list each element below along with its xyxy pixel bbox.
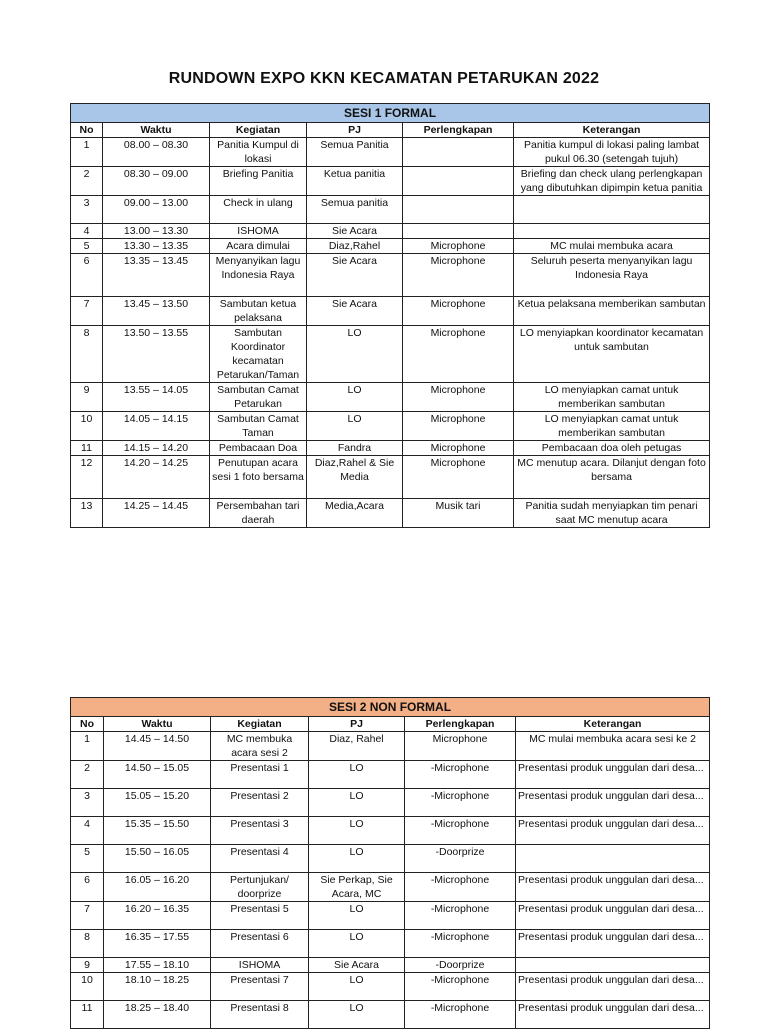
cell-keterangan: Briefing dan check ulang perlengkapan yang dibutuhkan dipimpin ketua panitia <box>514 167 710 196</box>
cell-no: 2 <box>71 167 103 196</box>
cell-pj: LO <box>309 789 405 817</box>
cell-pj: Diaz,Rahel <box>307 239 403 254</box>
cell-no: 3 <box>71 196 103 224</box>
cell-keterangan: MC mulai membuka acara sesi ke 2 <box>516 732 710 761</box>
cell-pj: Semua panitia <box>307 196 403 224</box>
table-row <box>71 326 710 383</box>
cell-pj: Sie Acara <box>309 958 405 973</box>
cell-perlengkapan: -Microphone <box>405 973 516 1001</box>
cell-pj: Sie Acara <box>307 224 403 239</box>
header-keterangan: Keterangan <box>514 123 710 138</box>
cell-keterangan: Panitia sudah menyiapkan tim penari saat MC menutup acara <box>514 499 710 528</box>
cell-keterangan: Seluruh peserta menyanyikan lagu Indonesia Raya <box>514 254 710 297</box>
cell-no: 7 <box>71 902 104 930</box>
cell-waktu: 14.45 – 14.50 <box>104 732 211 761</box>
table-row <box>71 1001 710 1029</box>
cell-keterangan <box>514 224 710 239</box>
session-2-body <box>71 732 710 1029</box>
cell-perlengkapan: Microphone <box>403 239 514 254</box>
header-pj: PJ <box>307 123 403 138</box>
cell-no: 5 <box>71 845 104 873</box>
cell-keterangan: Presentasi produk unggulan dari desa... <box>516 930 710 958</box>
cell-no: 4 <box>71 817 104 845</box>
cell-waktu: 14.20 – 14.25 <box>103 456 210 499</box>
table-row <box>71 845 710 873</box>
table-row <box>71 224 710 239</box>
cell-perlengkapan: -Doorprize <box>405 845 516 873</box>
cell-perlengkapan: Microphone <box>403 297 514 326</box>
cell-no: 2 <box>71 761 104 789</box>
cell-perlengkapan: Microphone <box>403 254 514 297</box>
header-perlengkapan: Perlengkapan <box>405 717 516 732</box>
cell-waktu: 13.35 – 13.45 <box>103 254 210 297</box>
cell-keterangan: Presentasi produk unggulan dari desa... <box>516 1001 710 1029</box>
cell-pj: Diaz, Rahel <box>309 732 405 761</box>
cell-pj: Semua Panitia <box>307 138 403 167</box>
table-row <box>71 789 710 817</box>
cell-no: 6 <box>71 254 103 297</box>
cell-kegiatan: Penutupan acara sesi 1 foto bersama <box>210 456 307 499</box>
cell-no: 1 <box>71 732 104 761</box>
header-no: No <box>71 123 103 138</box>
table-row <box>71 973 710 1001</box>
cell-pj: LO <box>309 973 405 1001</box>
cell-kegiatan: ISHOMA <box>211 958 309 973</box>
cell-perlengkapan: Microphone <box>403 412 514 441</box>
cell-no: 3 <box>71 789 104 817</box>
cell-kegiatan: Presentasi 3 <box>211 817 309 845</box>
cell-pj: LO <box>309 930 405 958</box>
header-no: No <box>71 717 104 732</box>
cell-keterangan: LO menyiapkan camat untuk memberikan sambutan <box>514 383 710 412</box>
cell-perlengkapan: -Microphone <box>405 902 516 930</box>
cell-waktu: 13.55 – 14.05 <box>103 383 210 412</box>
cell-waktu: 13.45 – 13.50 <box>103 297 210 326</box>
header-pj: PJ <box>309 717 405 732</box>
cell-kegiatan: Panitia Kumpul di lokasi <box>210 138 307 167</box>
cell-no: 10 <box>71 973 104 1001</box>
cell-no: 8 <box>71 930 104 958</box>
table-row <box>71 297 710 326</box>
cell-kegiatan: Presentasi 8 <box>211 1001 309 1029</box>
cell-keterangan: Ketua pelaksana memberikan sambutan <box>514 297 710 326</box>
cell-waktu: 16.05 – 16.20 <box>104 873 211 902</box>
table-row <box>71 239 710 254</box>
cell-waktu: 13.00 – 13.30 <box>103 224 210 239</box>
cell-waktu: 17.55 – 18.10 <box>104 958 211 973</box>
header-kegiatan: Kegiatan <box>211 717 309 732</box>
cell-waktu: 13.30 – 13.35 <box>103 239 210 254</box>
cell-pj: LO <box>309 761 405 789</box>
cell-pj: LO <box>309 1001 405 1029</box>
cell-pj: Ketua panitia <box>307 167 403 196</box>
cell-keterangan <box>516 845 710 873</box>
cell-kegiatan: Presentasi 7 <box>211 973 309 1001</box>
cell-perlengkapan: -Microphone <box>405 817 516 845</box>
cell-no: 1 <box>71 138 103 167</box>
cell-no: 11 <box>71 441 103 456</box>
cell-kegiatan: Presentasi 6 <box>211 930 309 958</box>
table-row <box>71 873 710 902</box>
cell-perlengkapan: Musik tari <box>403 499 514 528</box>
cell-keterangan: LO menyiapkan koordinator kecamatan untuk sambutan <box>514 326 710 383</box>
cell-waktu: 14.05 – 14.15 <box>103 412 210 441</box>
cell-keterangan <box>516 958 710 973</box>
cell-pj: Diaz,Rahel & Sie Media <box>307 456 403 499</box>
table-row <box>71 167 710 196</box>
cell-no: 9 <box>71 383 103 412</box>
cell-perlengkapan: -Microphone <box>405 930 516 958</box>
cell-kegiatan: Sambutan ketua pelaksana <box>210 297 307 326</box>
cell-kegiatan: Pertunjukan/ doorprize <box>211 873 309 902</box>
cell-waktu: 16.35 – 17.55 <box>104 930 211 958</box>
cell-kegiatan: MC membuka acara sesi 2 <box>211 732 309 761</box>
header-kegiatan: Kegiatan <box>210 123 307 138</box>
table-row <box>71 383 710 412</box>
cell-pj: Sie Acara <box>307 254 403 297</box>
cell-keterangan <box>514 196 710 224</box>
cell-waktu: 15.05 – 15.20 <box>104 789 211 817</box>
table-row <box>71 456 710 499</box>
cell-waktu: 15.35 – 15.50 <box>104 817 211 845</box>
cell-pj: Media,Acara <box>307 499 403 528</box>
document-title: RUNDOWN EXPO KKN KECAMATAN PETARUKAN 2022 <box>168 70 600 87</box>
table-row <box>71 499 710 528</box>
cell-waktu: 14.25 – 14.45 <box>103 499 210 528</box>
cell-kegiatan: Sambutan Koordinator kecamatan Petarukan/Taman <box>210 326 307 383</box>
cell-waktu: 16.20 – 16.35 <box>104 902 211 930</box>
cell-kegiatan: Menyanyikan lagu Indonesia Raya <box>210 254 307 297</box>
cell-no: 7 <box>71 297 103 326</box>
cell-keterangan: Pembacaan doa oleh petugas <box>514 441 710 456</box>
cell-no: 13 <box>71 499 103 528</box>
cell-kegiatan: Pembacaan Doa <box>210 441 307 456</box>
table-row <box>71 138 710 167</box>
cell-keterangan: Panitia kumpul di lokasi paling lambat pukul 06.30 (setengah tujuh) <box>514 138 710 167</box>
cell-keterangan: Presentasi produk unggulan dari desa... <box>516 817 710 845</box>
cell-keterangan: Presentasi produk unggulan dari desa... <box>516 789 710 817</box>
cell-kegiatan: Acara dimulai <box>210 239 307 254</box>
cell-no: 10 <box>71 412 103 441</box>
table-row <box>71 817 710 845</box>
cell-pj: LO <box>309 902 405 930</box>
cell-waktu: 15.50 – 16.05 <box>104 845 211 873</box>
cell-keterangan: Presentasi produk unggulan dari desa... <box>516 973 710 1001</box>
table-row <box>71 441 710 456</box>
cell-pj: LO <box>307 412 403 441</box>
cell-kegiatan: Presentasi 2 <box>211 789 309 817</box>
cell-waktu: 09.00 – 13.00 <box>103 196 210 224</box>
header-row <box>71 123 710 138</box>
cell-keterangan: Presentasi produk unggulan dari desa... <box>516 873 710 902</box>
cell-keterangan: Presentasi produk unggulan dari desa... <box>516 902 710 930</box>
table-row <box>71 732 710 761</box>
header-row <box>71 717 710 732</box>
cell-pj: LO <box>307 383 403 412</box>
cell-perlengkapan: -Microphone <box>405 789 516 817</box>
cell-kegiatan: Presentasi 1 <box>211 761 309 789</box>
cell-no: 4 <box>71 224 103 239</box>
cell-pj: Sie Acara <box>307 297 403 326</box>
cell-no: 5 <box>71 239 103 254</box>
table-row <box>71 761 710 789</box>
table-row <box>71 930 710 958</box>
cell-kegiatan: Sambutan Camat Petarukan <box>210 383 307 412</box>
cell-perlengkapan: Microphone <box>403 383 514 412</box>
cell-waktu: 08.30 – 09.00 <box>103 167 210 196</box>
cell-kegiatan: Persembahan tari daerah <box>210 499 307 528</box>
cell-pj: LO <box>309 817 405 845</box>
cell-perlengkapan: Microphone <box>405 732 516 761</box>
cell-perlengkapan: Microphone <box>403 326 514 383</box>
session-1-title: SESI 1 FORMAL <box>71 104 710 123</box>
cell-no: 11 <box>71 1001 104 1029</box>
cell-no: 9 <box>71 958 104 973</box>
cell-pj: Sie Perkap, Sie Acara, MC <box>309 873 405 902</box>
cell-kegiatan: ISHOMA <box>210 224 307 239</box>
cell-keterangan: MC mulai membuka acara <box>514 239 710 254</box>
cell-kegiatan: Presentasi 5 <box>211 902 309 930</box>
cell-keterangan: LO menyiapkan camat untuk memberikan sambutan <box>514 412 710 441</box>
header-waktu: Waktu <box>104 717 211 732</box>
cell-keterangan: MC menutup acara. Dilanjut dengan foto bersama <box>514 456 710 499</box>
cell-waktu: 08.00 – 08.30 <box>103 138 210 167</box>
cell-no: 12 <box>71 456 103 499</box>
cell-pj: LO <box>307 326 403 383</box>
cell-waktu: 14.50 – 15.05 <box>104 761 211 789</box>
cell-perlengkapan: Microphone <box>403 456 514 499</box>
cell-waktu: 18.25 – 18.40 <box>104 1001 211 1029</box>
table-row <box>71 902 710 930</box>
cell-perlengkapan <box>403 167 514 196</box>
cell-perlengkapan: -Doorprize <box>405 958 516 973</box>
cell-no: 8 <box>71 326 103 383</box>
session-1-table <box>70 103 710 528</box>
cell-perlengkapan: -Microphone <box>405 761 516 789</box>
session-2-title: SESI 2 NON FORMAL <box>71 698 710 717</box>
table-row <box>71 412 710 441</box>
cell-perlengkapan: -Microphone <box>405 873 516 902</box>
cell-kegiatan: Briefing Panitia <box>210 167 307 196</box>
cell-pj: Fandra <box>307 441 403 456</box>
cell-waktu: 18.10 – 18.25 <box>104 973 211 1001</box>
cell-perlengkapan <box>403 224 514 239</box>
cell-perlengkapan: Microphone <box>403 441 514 456</box>
table-row <box>71 196 710 224</box>
cell-kegiatan: Presentasi 4 <box>211 845 309 873</box>
session-2-table <box>70 697 710 1029</box>
cell-waktu: 13.50 – 13.55 <box>103 326 210 383</box>
cell-waktu: 14.15 – 14.20 <box>103 441 210 456</box>
cell-no: 6 <box>71 873 104 902</box>
cell-kegiatan: Check in ulang <box>210 196 307 224</box>
cell-kegiatan: Sambutan Camat Taman <box>210 412 307 441</box>
cell-keterangan: Presentasi produk unggulan dari desa... <box>516 761 710 789</box>
cell-perlengkapan <box>403 196 514 224</box>
cell-perlengkapan <box>403 138 514 167</box>
header-waktu: Waktu <box>103 123 210 138</box>
cell-perlengkapan: -Microphone <box>405 1001 516 1029</box>
cell-pj: LO <box>309 845 405 873</box>
table-row <box>71 958 710 973</box>
header-perlengkapan: Perlengkapan <box>403 123 514 138</box>
header-keterangan: Keterangan <box>516 717 710 732</box>
session-1-body <box>71 138 710 528</box>
table-row <box>71 254 710 297</box>
